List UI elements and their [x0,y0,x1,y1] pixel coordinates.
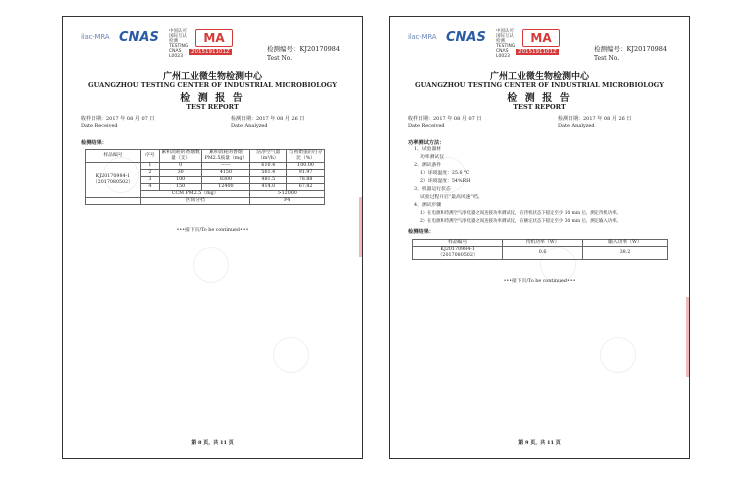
report-page-9 [389,16,690,459]
sample-batch: （2017080502） [437,253,478,258]
report-dates [408,116,673,136]
header-cell: 与初始值的百分比（%） [287,150,325,163]
method-item: 功率测试仪 [420,155,444,160]
report-title-cn: 检 测 报 告 [180,93,245,104]
cma-number: 2015191101Z [191,49,230,55]
sample-id-cell [413,247,503,260]
date-received-en: Date Received [81,123,118,129]
sample-id: KJ20170984-1 [440,247,475,252]
results-table [85,149,325,205]
section-heading: 检测结果： [81,140,107,146]
header-cell: 序号 [140,150,159,163]
date-received: 收样日期：2017 年 08 月 07 日 [81,116,155,122]
report-number-en: Test No. [594,55,620,62]
page-footer: 第 8 页，共 11 页 [191,440,234,446]
table-cell: 561.4 [250,170,287,177]
method-item: 4、测试步骤 [414,203,442,208]
sample-batch: （2017080502） [92,180,133,185]
table-cell: 610.4 [250,163,287,170]
table-cell: 100.00 [287,163,325,170]
method-item: 2）在电源和待测空气净化器之间连接功率测试仪，在额定状态下稳定至少 30 min 后，测定输入功率。 [420,219,621,224]
standby-power: 0.6 [503,247,582,260]
method-item: 3、机器运行状态 [414,187,451,192]
header-cell: 样品编号 [86,150,141,163]
header-cell: 累积消耗的香烟数量（支） [159,150,202,163]
table-cell: 30 [159,170,202,177]
report-title-en: TEST REPORT [513,103,566,111]
method-item: 1）环境温度：25.6 ℃ [420,171,470,176]
table-cell: 100 [159,177,202,184]
date-analyzed: 检测日期：2017 年 08 月 26 日 [231,116,305,122]
table-cell: 2 [140,170,159,177]
report-number-en: Test No. [267,55,293,62]
lab-name-en: GUANGZHOU TESTING CENTER OF INDUSTRIAL MICROBIOLOGY [415,81,664,89]
report-dates [81,116,346,136]
table-cell: 67.82 [287,184,325,191]
watermark-stamp [273,337,309,373]
table-row [86,198,325,205]
cma-logo: MA [522,29,560,47]
method-item: 1、试验器材 [414,147,442,152]
table-cell: 78.88 [287,177,325,184]
method-item: 1）在电源和待测空气净化器之间连接功率测试仪，在待机状态下稳定至少 10 min 后，测定待机功率。 [420,211,621,216]
report-number: 检测编号：KJ20170984 [594,45,668,53]
accreditation-logos [408,29,608,59]
lab-name-cn: 广州工业微生物检测中心 [162,72,262,82]
lab-name-en: GUANGZHOU TESTING CENTER OF INDUSTRIAL MICROBIOLOGY [88,81,337,89]
header-cell: 洁净空气量（m³/h） [250,150,287,163]
date-analyzed: 检测日期：2017 年 08 月 26 日 [558,116,632,122]
table-cell: 414.0 [250,184,287,191]
table-cell: 0 [159,163,202,170]
table-cell: 3 [140,177,159,184]
method-item: 试验过程开启“最高风速”档。 [420,195,483,200]
cnas-logo: CNAS [446,30,486,45]
table-cell: ------ [202,163,250,170]
ilac-logo: ilac-MRA [81,33,110,41]
ccm-label: CCM PM2.5（mg） [140,191,250,198]
date-received: 收样日期：2017 年 08 月 07 日 [408,116,482,122]
header-cell: 输入功率（W） [582,240,667,247]
table-header [413,240,668,247]
report-number: 检测编号：KJ20170984 [267,45,341,53]
table-cell: 1 [140,163,159,170]
method-item: 2）环境湿度：54%RH [420,179,471,184]
cma-number: 2015191101Z [518,49,557,55]
method-list [414,146,621,226]
table-cell: 481.5 [250,177,287,184]
report-title-en: TEST REPORT [186,103,239,111]
table-cell: 12400 [202,184,250,191]
accreditation-logos [81,29,281,59]
cnas-caption: 中国认可 国际互认 检测 TESTING CNAS L0023 [496,29,516,59]
sample-id: KJ20170984-1 [95,174,131,179]
table-cell: 8300 [202,177,250,184]
table-row [413,247,668,260]
cma-logo: MA [195,29,233,47]
grade-value: P4 [250,198,325,205]
lab-name-cn: 广州工业微生物检测中心 [489,72,589,82]
result-heading: 检测结果： [408,229,434,235]
input-power: 38.2 [582,247,667,260]
method-item: 2、测试条件 [414,163,442,168]
continued-note: •••接下页/To be continued••• [176,228,249,233]
sample-id-cell [86,163,141,198]
report-title-cn: 检 测 报 告 [507,93,572,104]
watermark-stamp [600,337,636,373]
date-analyzed-en: Date Analyzed [231,123,268,129]
table-header [86,150,325,163]
header-cell: 待机功率（W） [503,240,582,247]
grade-label: 区间分档 [140,198,250,205]
header-cell: 累积消耗的香烟 PM2.5质量（mg） [202,150,250,163]
power-table [412,239,668,260]
report-page-8 [62,16,363,459]
table-cell: 150 [159,184,202,191]
table-cell: 4 [140,184,159,191]
date-received-en: Date Received [408,123,445,129]
table-row [86,163,325,170]
section-heading: 功率测试方法： [408,140,445,146]
watermark-stamp [193,247,229,283]
table-cell [86,198,141,205]
cnas-caption: 中国认可 国际互认 检测 TESTING CNAS L0023 [169,29,189,59]
table-cell: 4150 [202,170,250,177]
continued-note: •••接下页/To be continued••• [503,279,576,284]
seal-edge [686,297,689,377]
ilac-logo: ilac-MRA [408,33,437,41]
table-cell: 91.97 [287,170,325,177]
ccm-value: >12000 [250,191,325,198]
page-footer: 第 9 页，共 11 页 [518,440,561,446]
cnas-logo: CNAS [119,30,159,45]
header-cell: 样品编号 [413,240,503,247]
date-analyzed-en: Date Analyzed [558,123,595,129]
